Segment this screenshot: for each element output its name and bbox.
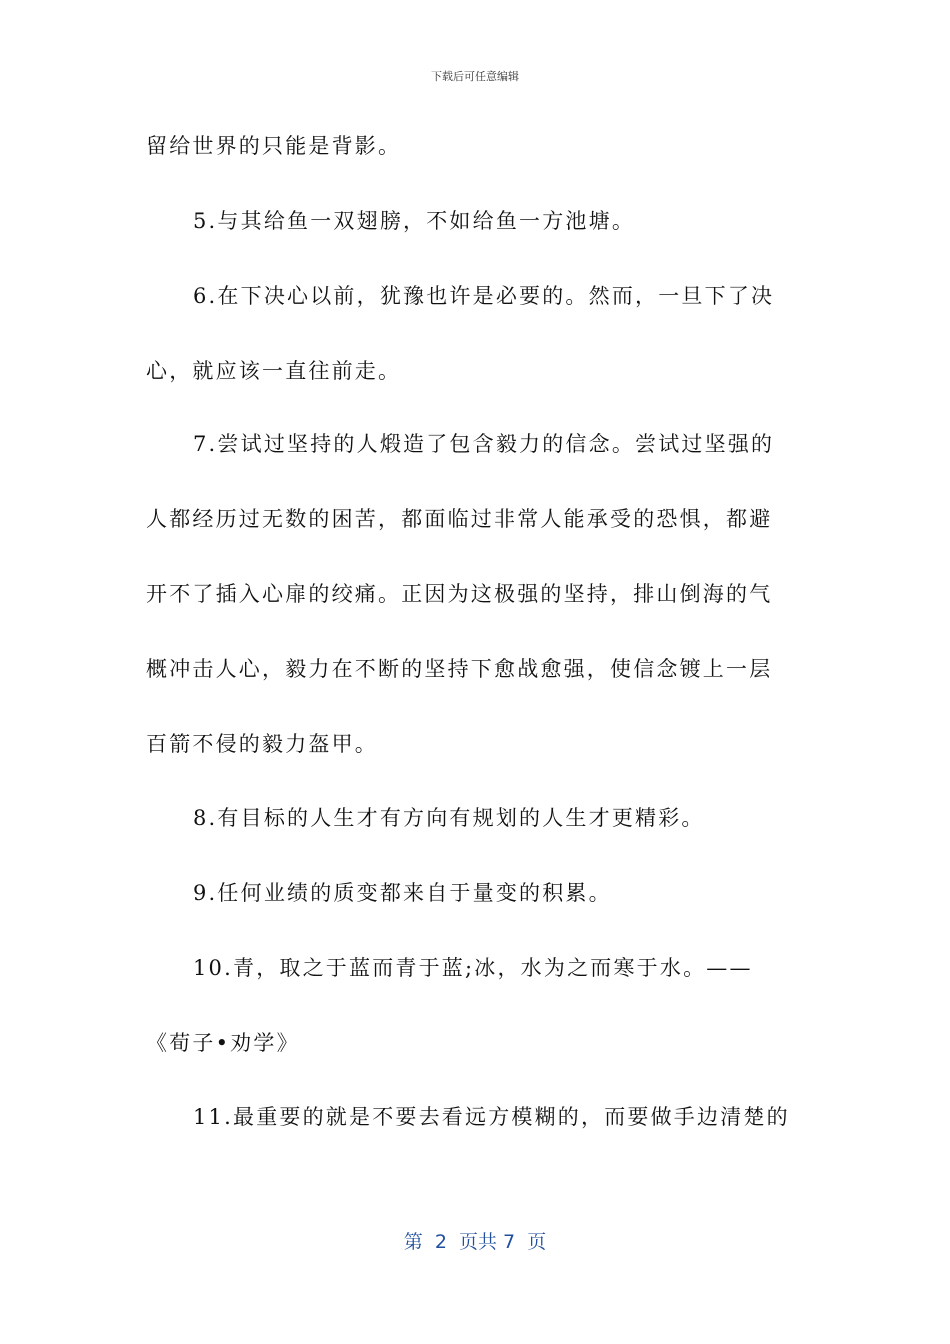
text-line: 9.任何业绩的质变都来自于量变的积累。 — [193, 881, 612, 905]
text-line: 心，就应该一直往前走。 — [146, 359, 402, 383]
text-line: 5.与其给鱼一双翅膀，不如给鱼一方池塘。 — [193, 209, 636, 233]
text-line: 概冲击人心，毅力在不断的坚持下愈战愈强，使信念镀上一层 — [146, 657, 773, 681]
text-line: 7.尝试过坚持的人煅造了包含毅力的信念。尝试过坚强的 — [193, 432, 775, 456]
text-line: 《荀子•劝学》 — [146, 1031, 300, 1055]
text-line: 人都经历过无数的困苦，都面临过非常人能承受的恐惧，都避 — [146, 507, 773, 531]
text-line: 11.最重要的就是不要去看远方模糊的，而要做手边清楚的 — [193, 1105, 790, 1129]
text-line: 百箭不侵的毅力盔甲。 — [146, 732, 378, 756]
text-line: 10.青，取之于蓝而青于蓝;冰，水为之而寒于水。—— — [193, 956, 753, 980]
text-line: 开不了插入心扉的绞痛。正因为这极强的坚持，排山倒海的气 — [146, 582, 773, 606]
text-line: 留给世界的只能是背影。 — [146, 134, 402, 158]
text-line: 6.在下决心以前，犹豫也许是必要的。然而，一旦下了决 — [193, 284, 775, 308]
page-number: 第 2 页共 7 页 — [403, 1231, 547, 1253]
header-note: 下载后可任意编辑 — [431, 70, 519, 83]
text-line: 8.有目标的人生才有方向有规划的人生才更精彩。 — [193, 806, 705, 830]
